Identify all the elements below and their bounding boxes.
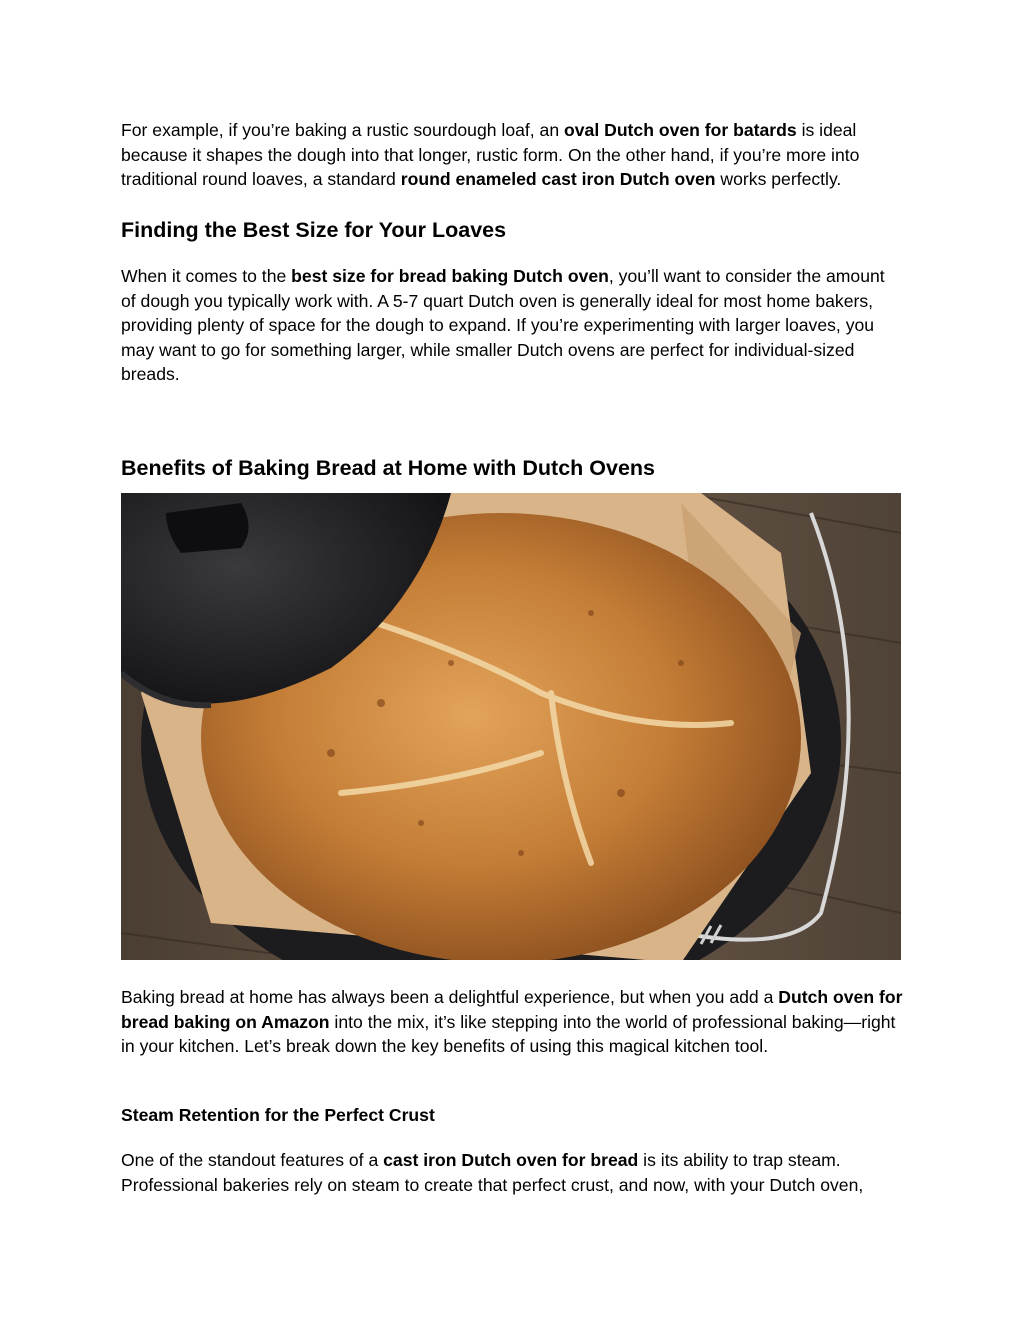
paragraph-dutch-oven-shapes [121,118,903,192]
bread-in-dutch-oven-photo [121,493,901,960]
text-run: into the mix, it’s like stepping into the world of professional baking—right in your kitchen. Let’s break down the key benefits of using this magical kitchen tool. [121,1011,896,1056]
text-run: , you’ll want to consider the amount of dough you typically work with. A 5-7 quart Dutch oven is generally ideal for most home bakers, providing plenty of space for the dough to expand. If you’re experimenting with larger loaves, you may want to go for something larger, while smaller Dutch ovens are perfect for individual-sized breads. [121,266,885,384]
bold-text: oval Dutch oven for batards [564,120,797,140]
text-run: For example, if you’re baking a rustic sourdough loaf, an [121,120,565,140]
text-run: Baking bread at home has always been a delightful experience, but when you add a [121,987,779,1007]
paragraph-best-size [121,264,903,387]
text-run: is its ability to trap steam. Professional bakeries rely on steam to create that perfect crust, and now, with your Dutch oven, [121,1150,864,1195]
bold-text: Dutch oven for bread baking on Amazon [121,987,903,1032]
subheading-steam-retention: Steam Retention for the Perfect Crust [121,1105,435,1125]
bold-text: best size for bread baking Dutch oven [291,266,609,286]
paragraph-steam-retention [121,1148,903,1197]
bold-text: cast iron Dutch oven for bread [383,1150,639,1170]
heading-benefits: Benefits of Baking Bread at Home with Dutch Ovens [121,456,656,480]
text-run: is ideal because it shapes the dough into that longer, rustic form. On the other hand, if you’re more into traditional round loaves, a standard [121,120,860,189]
paragraph-benefits-intro [121,985,903,1059]
heading-best-size: Finding the Best Size for Your Loaves [121,218,507,242]
text-run: One of the standout features of a [121,1150,384,1170]
bread-photo-illustration [121,493,901,960]
text-run: When it comes to the [121,266,292,286]
bold-text: round enameled cast iron Dutch oven [400,169,716,189]
text-run: works perfectly. [715,169,842,189]
